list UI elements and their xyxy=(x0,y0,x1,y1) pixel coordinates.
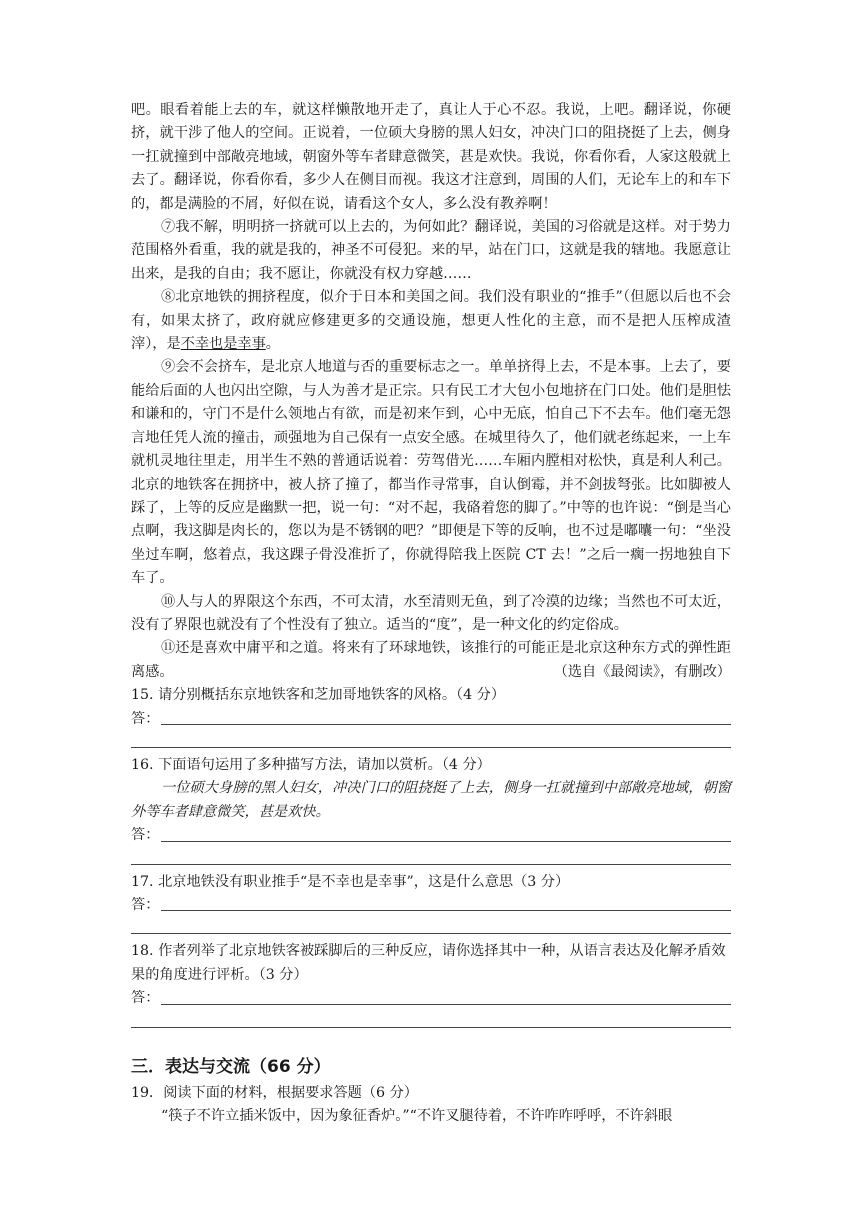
question-15: 15. 请分别概括东京地铁客和芝加哥地铁客的风格。（4 分） xyxy=(131,687,506,704)
answer-line-17b[interactable] xyxy=(131,917,731,934)
answer-underline xyxy=(161,841,731,842)
answer-line-16a[interactable] xyxy=(131,824,731,847)
question-16-quote: 一位硕大身膀的黑人妇女，冲决门口的阻挠挺了上去，侧身一扛就撞到中部敞亮地域，朝窗外等车者肆意微笑，甚是欢快。 xyxy=(131,780,731,820)
passage-paragraph-8 xyxy=(131,286,731,356)
passage-paragraph-7: ⑦我不解，明明挤一挤就可以上去的，为何如此？翻译说，美国的习俗就是这样。对于势力范围格外看重，我的就是我的，神圣不可侵犯。来的早，站在门口，这就是我的辖地。我愿意让出来，是我的自由；我不愿让，你就没有权力穿越…… xyxy=(131,219,731,282)
answer-label: 答： xyxy=(131,990,160,1007)
answer-line-18a[interactable] xyxy=(131,987,731,1010)
passage-paragraph-10: ⑩人与人的界限这个东西，不可太清，水至清则无鱼，到了冷漠的边缘；当然也不可太近，没有了界限也就没有了个性没有了独立。适当的“度”，是一种文化的约定俗成。 xyxy=(131,593,731,633)
passage-paragraph-11 xyxy=(131,637,731,684)
question-17: 17. 北京地铁没有职业推手“是不幸也是幸事”，这是什么意思（3 分） xyxy=(131,873,570,890)
underlined-phrase: 不幸也是幸事 xyxy=(180,336,266,353)
paragraph-11-text: ⑪还是喜欢中庸平和之道。将来有了环球地铁，该推行的可能正是北京这种东方式的弹性距离感。 xyxy=(131,640,731,680)
question-19-text: “筷子不许立插米饭中，因为象征香炉。”“不许叉腿待着，不许咋咋呼呼，不许斜眼 xyxy=(161,1107,673,1124)
answer-line-15b[interactable] xyxy=(131,731,731,748)
answer-underline xyxy=(161,1004,731,1005)
question-16: 16. 下面语句运用了多种描写方法，请加以赏析。（4 分） xyxy=(131,756,491,773)
question-18: 18. 作者列举了北京地铁客被踩脚后的三种反应，请你选择其中一种，从语言表达及化解矛盾效果的角度进行评析。（3 分） xyxy=(131,943,726,983)
answer-label: 答： xyxy=(131,827,160,844)
passage-paragraph-continued: 吧。眼看着能上去的车，就这样懒散地开走了，真让人于心不忍。我说，上吧。翻译说，你硬挤，就干涉了他人的空间。正说着，一位硕大身膀的黑人妇女，冲决门口的阻挠挺了上去，侧身一扛就撞到中部敞亮地域，朝窗外等车者肆意微笑，甚是欢快。我说，你看你看，人家这般就上去了。翻译说，你看你看，多少人在侧目而视。我这才注意到，周围的人们，无论车上的和车下的，都是满脸的不屑，好似在说，请看这个女人，多么没有教养啊！ xyxy=(131,102,731,212)
section-3-title: 三．表达与交流（66 分） xyxy=(131,1056,331,1077)
answer-line-16b[interactable] xyxy=(131,848,731,865)
answer-underline xyxy=(161,910,731,911)
question-19: 19．阅读下面的材料，根据要求答题（6 分） xyxy=(131,1084,418,1101)
paragraph-8-text: ⑧北京地铁的拥挤程度，似介于日本和美国之间。我们没有职业的“推手”（但愿以后也不会有，如果太挤了，政府就应修建更多的交通设施，想更人性化的主意，而不是把人压榨成渣滓），是 xyxy=(131,289,731,353)
passage-paragraph-9: ⑨会不会挤车，是北京人地道与否的重要标志之一。单单挤得上去，不是本事。上去了，要能给后面的人也闪出空隙，与人为善才是正宗。只有民工才大包小包地挤在门口处。他们是胆怯和谦和的，守门不是什么领地占有欲，而是初来乍到，心中无底，怕自己下不去车。他们毫无怨言地任凭人流的撞击，顽强地为自己保有一点安全感。在城里待久了，他们就老练起来，一上车就机灵地往里走，用半生不熟的普通话说着：劳驾借光……车厢内膛相对松快，真是利人利己。北京的地铁客在拥挤中，被人挤了撞了，都当作寻常事，自认倒霉，并不剑拔弩张。比如脚被人踩了，上等的反应是幽默一把，说一句：“对不起，我硌着您的脚了。”中等的也许说：“倒是当心点啊，我这脚是肉长的，您以为是不锈钢的吧？”即便是下等的反响，也不过是嘟囔一句：“坐没坐过车啊，悠着点，我这踝子骨没准折了，你就得陪我上医院 CT 去！”之后一瘸一拐地独自下车了。 xyxy=(131,359,731,587)
page-content xyxy=(131,99,731,1128)
answer-line-17a[interactable] xyxy=(131,894,731,917)
answer-label: 答： xyxy=(131,896,160,913)
paragraph-8-end: 。 xyxy=(265,336,280,353)
answer-line-15a[interactable] xyxy=(131,708,731,731)
answer-underline xyxy=(161,724,731,725)
answer-label: 答： xyxy=(131,710,160,727)
answer-line-18b[interactable] xyxy=(131,1011,731,1028)
source-citation: （选自《最阅读》，有删改） xyxy=(553,663,731,680)
